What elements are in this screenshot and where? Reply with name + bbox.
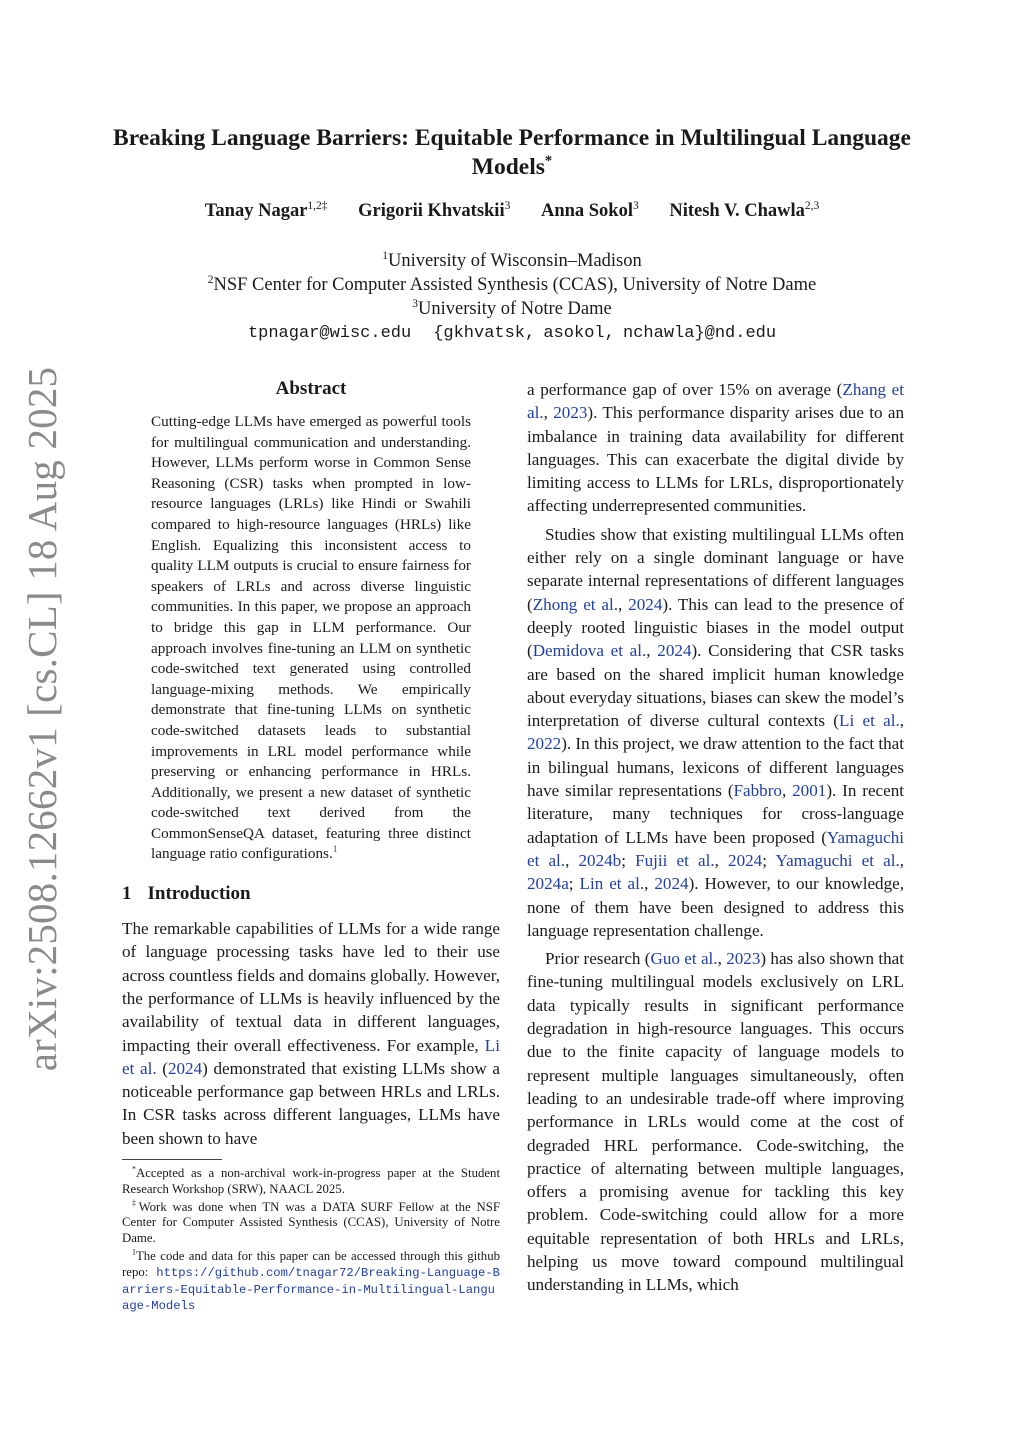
footnote: *Accepted as a non-archival work-in-progress paper at the Student Research Workshop (SRW), NAACL 2025. — [122, 1164, 500, 1196]
citation-link[interactable]: Fujii et al. — [635, 850, 715, 870]
section-heading: 1 Introduction — [122, 883, 251, 905]
citation-link[interactable]: 2023 — [553, 403, 588, 423]
citation-link[interactable]: Lin et al. — [579, 874, 645, 894]
paper-title — [110, 124, 914, 182]
arxiv-identifier: arXiv:2508.12662v1 [cs.CL] 18 Aug 2025 — [19, 366, 65, 1072]
citation-link[interactable]: 2024a — [527, 874, 569, 894]
citation-link[interactable]: Yamaguchi et al. — [527, 827, 904, 870]
intro-paragraph: The remarkable capabilities of LLMs for a wide range of language processing tasks have led to their use across countless fields and domains globally. However, the performance of LLMs is heavily influenced by the availability of textual data in different languages, impacting their overall effectiveness. For example, Li et al. (2024) demonstrated that existing LLMs show a noticeable performance gap between HRLs and LRLs. In CSR tasks across different languages, LLMs have been shown to have — [122, 919, 500, 1148]
footnote: ‡Work was done when TN was a DATA SURF Fellow at the NSF Center for Computer Assisted Synthesis (CCAS), University of Notre Dame. — [122, 1198, 500, 1246]
citation-link[interactable]: Zhang et al. — [527, 380, 905, 423]
citation-link[interactable]: Guo et al. — [650, 949, 718, 969]
author: Anna Sokol$^3$ — [540, 199, 639, 221]
affiliation: $^1$University of Wisconsin–Madison — [382, 249, 642, 271]
citation-link[interactable]: 2023 — [726, 949, 761, 969]
citation-link[interactable]: 2024 — [654, 874, 689, 894]
footnote: $^1$The code and data for this paper can be accessed through this github repo: https://github.com/tnagar72/Breaking-Language-Barriers-Equitable-Performance-in-Multilingual-Language-Models — [122, 1247, 500, 1314]
author-list — [0, 201, 1024, 222]
footnote-link[interactable]: 1 — [332, 845, 338, 856]
citation-link[interactable]: 2024 — [628, 594, 663, 614]
email: tpnagar@wisc.edu — [247, 323, 412, 343]
author-emails — [0, 322, 1024, 346]
body-paragraph: a performance gap of over 15% on average (Zhang et al., 2023). This performance disparity arises due to an imbalance in training data availability for different languages. This can exacerbate the digital divide by limiting access to LLMs for LRLs, disproportionately affecting underrepresented communities. — [527, 380, 905, 516]
author: Grigorii Khvatskii$^3$ — [358, 199, 511, 221]
body-paragraph: Prior research (Guo et al., 2023) has also shown that fine-tuning multilingual models exclusively on LRL data typically results in significant performance degradation in high-resource languages. This occurs due to the finite capacity of language models to represent multiple languages simultaneously, often leading to an undesirable trade-off where improving performance in LRLs would come at the cost of degraded HRL performance. Code-switching, the practice of alternating between multiple languages, offers a promising avenue for tackling this key problem. Code-switching could allow for a more equitable representation of both HRLs and LRLs, helping us move toward compound multilingual understanding in LLMs, which — [527, 949, 905, 1295]
citation-link[interactable]: Li et al. — [122, 1035, 500, 1078]
citation-link[interactable]: 2024 — [167, 1058, 203, 1078]
citation-link[interactable]: 2024b — [578, 850, 622, 870]
citation-link[interactable]: Fabbro — [733, 781, 782, 801]
affiliation: $^3$University of Notre Dame — [412, 298, 612, 320]
paper-title-text: Breaking Language Barriers: Equitable Performance in Multilingual Language Models — [113, 125, 911, 180]
citation-link[interactable]: Li et al. — [839, 711, 900, 731]
left-column — [122, 378, 500, 1317]
citation-link[interactable]: 2024 — [657, 641, 692, 661]
citation-link[interactable]: 2001 — [792, 781, 827, 801]
author: Nitesh V. Chawla$^{2,3}$ — [669, 199, 820, 221]
citation-link[interactable]: Zhong et al. — [532, 594, 619, 614]
citation-link[interactable]: Yamaguchi et al. — [775, 850, 900, 870]
footnote-divider — [122, 1159, 222, 1160]
citation-link[interactable]: 2024 — [728, 850, 763, 870]
abstract-heading: Abstract — [275, 378, 347, 399]
citation-link[interactable]: 2022 — [527, 734, 562, 754]
affiliation: $^2$NSF Center for Computer Assisted Synthesis (CCAS), University of Notre Dame — [207, 274, 817, 296]
repo-link[interactable]: https://github.com/tnagar72/Breaking-Language-Barriers-Equitable-Performance-in-Multilingual-Language-Models — [122, 1265, 500, 1314]
email: {gkhvatsk, asokol, nchawla}@nd.edu — [433, 323, 777, 343]
title-footnote-mark: * — [544, 153, 553, 170]
right-column — [527, 378, 904, 1302]
body-paragraph: Studies show that existing multilingual LLMs often either rely on a single dominant language or have separate internal representations of different languages (Zhong et al., 2024). This can lead to the presence of deeply rooted linguistic biases in the model output (Demidova et al., 2024). Considering that CSR tasks are based on the shared implicit human knowledge about everyday situations, biases can skew the model’s interpretation of diverse cultural contexts (Li et al., 2022). In this project, we draw attention to the fact that in bilingual humans, lexicons of different languages have similar representations (Fabbro, 2001). In recent literature, many techniques for cross-language adaptation of LLMs have been proposed (Yamaguchi et al., 2024b; Fujii et al., 2024; Yamaguchi et al., 2024a; Lin et al., 2024). However, to our knowledge, none of them have been designed to address this language representation challenge. — [527, 524, 905, 940]
abstract-body: Cutting-edge LLMs have emerged as powerful tools for multilingual communication and understanding. However, LLMs perform worse in Common Sense Reasoning (CSR) tasks when prompted in low-resource languages (LRLs) like Hindi or Swahili compared to high-resource languages (HRLs) like English. Equalizing this inconsistent access to quality LLM outputs is crucial to ensure fairness for speakers of LRLs and across diverse linguistic communities. In this paper, we propose an approach to bridge this gap in LLM performance. Our approach involves fine-tuning an LLM on synthetic code-switched text generated using controlled language-mixing methods. We empirically demonstrate that fine-tuning LLMs on synthetic code-switched datasets leads to substantial improvements in LRL model performance while preserving or enhancing performance in HRLs. Additionally, we present a new dataset of synthetic code-switched text derived from the CommonSenseQA dataset, featuring three distinct language ratio configurations.$^1$ — [151, 413, 471, 863]
citation-link[interactable]: Demidova et al. — [532, 641, 647, 661]
affiliations — [0, 249, 1024, 346]
author: Tanay Nagar$^{1,2\ddagger}$ — [204, 199, 328, 221]
